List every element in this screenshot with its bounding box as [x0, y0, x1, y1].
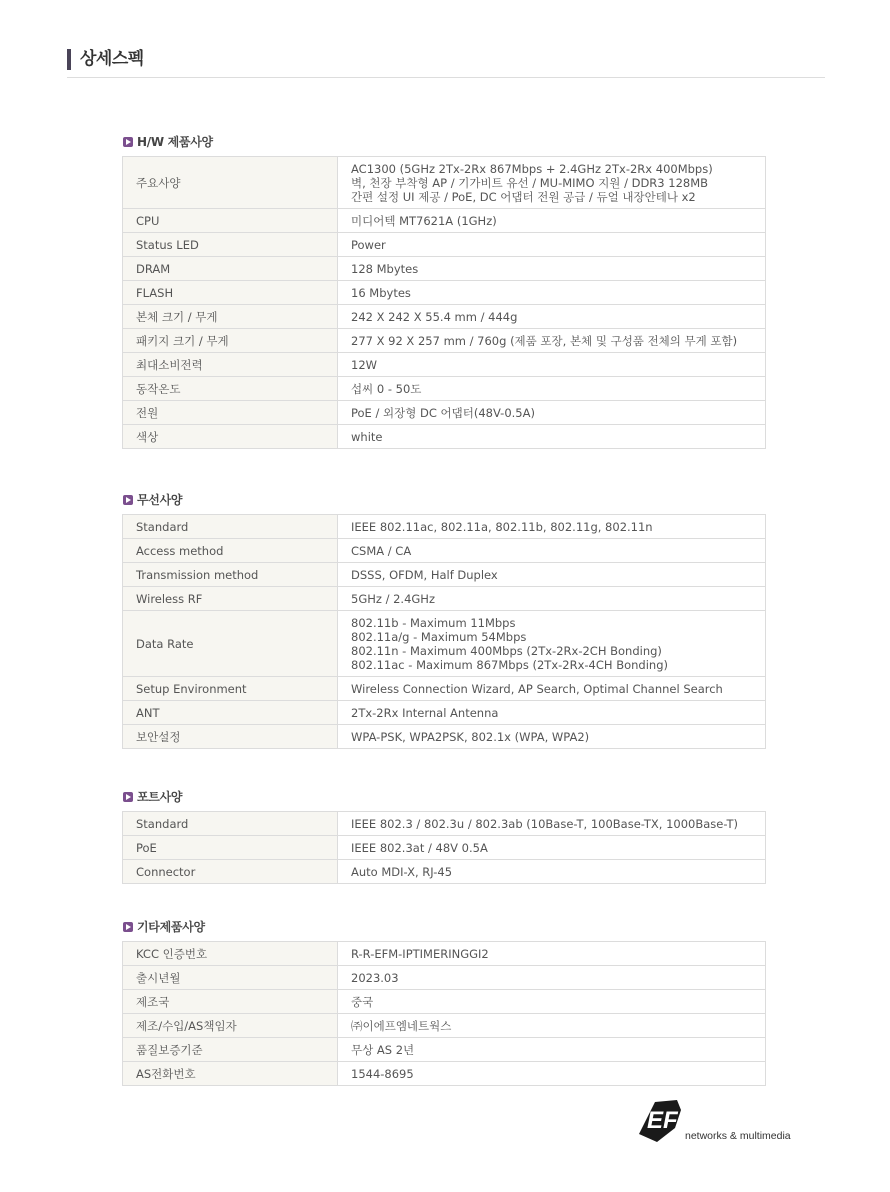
spec-value-line: 섭씨 0 - 50도	[351, 381, 422, 396]
spec-value-line: 2023.03	[351, 970, 399, 985]
spec-value-line: 16 Mbytes	[351, 285, 411, 300]
spec-value-line: 802.11n - Maximum 400Mbps (2Tx-2Rx-2CH Bonding)	[351, 643, 662, 658]
spec-value	[338, 515, 766, 539]
spec-value-line: 128 Mbytes	[351, 261, 419, 276]
spec-value-line: 무상 AS 2년	[351, 1042, 415, 1057]
section-etc	[122, 919, 766, 1086]
spec-key: Access method	[123, 539, 338, 563]
spec-value-line: CSMA / CA	[351, 543, 412, 558]
spec-value	[338, 1038, 766, 1062]
spec-key: 품질보증기준	[123, 1038, 338, 1062]
spec-value-line: Auto MDI-X, RJ-45	[351, 864, 453, 879]
spec-value-line: 간편 설정 UI 제공 / PoE, DC 어댑터 전원 공급 / 듀얼 내장안테나 x2	[351, 189, 696, 204]
logo-tagline: networks & multimedia	[685, 1130, 791, 1142]
spec-value	[338, 836, 766, 860]
spec-value-line: IEEE 802.3 / 802.3u / 802.3ab (10Base-T, 100Base-TX, 1000Base-T)	[351, 816, 738, 831]
title-bar-accent	[67, 49, 71, 70]
section-title	[122, 492, 766, 512]
spec-row	[123, 539, 766, 563]
spec-key: AS전화번호	[123, 1062, 338, 1086]
efm-logo	[637, 1098, 812, 1146]
spec-value	[338, 563, 766, 587]
spec-key: Standard	[123, 812, 338, 836]
spec-value	[338, 539, 766, 563]
spec-value	[338, 611, 766, 677]
spec-key: Setup Environment	[123, 677, 338, 701]
spec-table	[122, 156, 766, 449]
spec-value-line: 277 X 92 X 257 mm / 760g (제품 포장, 본체 및 구성품 전체의 무게 포함)	[351, 333, 738, 348]
spec-value	[338, 587, 766, 611]
spec-value	[338, 401, 766, 425]
spec-value	[338, 305, 766, 329]
spec-value-line: 802.11ac - Maximum 867Mbps (2Tx-2Rx-4CH Bonding)	[351, 657, 668, 672]
spec-row	[123, 209, 766, 233]
spec-row	[123, 329, 766, 353]
spec-key: 보안설정	[123, 725, 338, 749]
spec-value-line: R-R-EFM-IPTIMERINGGI2	[351, 946, 489, 961]
spec-row	[123, 860, 766, 884]
spec-value-line: AC1300 (5GHz 2Tx-2Rx 867Mbps + 2.4GHz 2Tx-2Rx 400Mbps)	[351, 161, 713, 176]
spec-key: Wireless RF	[123, 587, 338, 611]
spec-table	[122, 811, 766, 884]
spec-value-line: IEEE 802.11ac, 802.11a, 802.11b, 802.11g, 802.11n	[351, 519, 653, 534]
spec-value	[338, 860, 766, 884]
spec-value-line: Power	[351, 237, 386, 252]
spec-value	[338, 1062, 766, 1086]
spec-key: 동작온도	[123, 377, 338, 401]
section-port	[122, 789, 766, 884]
logo-text: EFM	[647, 1107, 698, 1134]
spec-row	[123, 425, 766, 449]
spec-row	[123, 353, 766, 377]
spec-value-line: 2Tx-2Rx Internal Antenna	[351, 705, 499, 720]
spec-value	[338, 990, 766, 1014]
spec-row	[123, 401, 766, 425]
play-bullet-icon	[123, 495, 133, 505]
spec-value	[338, 377, 766, 401]
spec-key: 최대소비전력	[123, 353, 338, 377]
spec-table	[122, 941, 766, 1086]
spec-key: Standard	[123, 515, 338, 539]
page-header	[67, 48, 825, 78]
spec-key: 본체 크기 / 무게	[123, 305, 338, 329]
spec-value-line: white	[351, 429, 383, 444]
section-title-label: 기타제품사양	[137, 920, 205, 934]
spec-value-line: ㈜이에프엠네트웍스	[351, 1018, 452, 1033]
spec-value	[338, 257, 766, 281]
spec-key: PoE	[123, 836, 338, 860]
section-title-label: H/W 제품사양	[137, 135, 213, 149]
section-title	[122, 789, 766, 809]
spec-key: 제조/수입/AS책임자	[123, 1014, 338, 1038]
spec-value	[338, 812, 766, 836]
spec-value-line: 중국	[351, 994, 374, 1009]
spec-value	[338, 209, 766, 233]
spec-row	[123, 701, 766, 725]
spec-row	[123, 836, 766, 860]
spec-row	[123, 515, 766, 539]
spec-value-line: PoE / 외장형 DC 어댑터(48V-0.5A)	[351, 405, 535, 420]
spec-row	[123, 1062, 766, 1086]
spec-key: Data Rate	[123, 611, 338, 677]
section-hw	[122, 134, 766, 449]
spec-value	[338, 942, 766, 966]
spec-row	[123, 587, 766, 611]
spec-key: CPU	[123, 209, 338, 233]
spec-row	[123, 233, 766, 257]
spec-key: DRAM	[123, 257, 338, 281]
spec-row	[123, 942, 766, 966]
play-bullet-icon	[123, 137, 133, 147]
spec-row	[123, 563, 766, 587]
spec-row	[123, 157, 766, 209]
spec-key: 패키지 크기 / 무게	[123, 329, 338, 353]
spec-value-line: Wireless Connection Wizard, AP Search, Optimal Channel Search	[351, 681, 723, 696]
spec-value	[338, 353, 766, 377]
spec-row	[123, 257, 766, 281]
spec-value	[338, 677, 766, 701]
spec-value-line: 5GHz / 2.4GHz	[351, 591, 435, 606]
spec-key: 출시년월	[123, 966, 338, 990]
spec-value-line: IEEE 802.3at / 48V 0.5A	[351, 840, 488, 855]
spec-row	[123, 1014, 766, 1038]
spec-row	[123, 990, 766, 1014]
spec-value-line: 802.11a/g - Maximum 54Mbps	[351, 629, 527, 644]
spec-value	[338, 1014, 766, 1038]
section-title-label: 무선사양	[137, 493, 183, 507]
spec-row	[123, 377, 766, 401]
spec-value	[338, 281, 766, 305]
spec-value-line: 802.11b - Maximum 11Mbps	[351, 615, 516, 630]
spec-key: FLASH	[123, 281, 338, 305]
spec-key: 전원	[123, 401, 338, 425]
spec-key: Status LED	[123, 233, 338, 257]
spec-value	[338, 329, 766, 353]
section-title	[122, 919, 766, 939]
spec-row	[123, 1038, 766, 1062]
section-wireless	[122, 492, 766, 749]
spec-key: 주요사양	[123, 157, 338, 209]
spec-value	[338, 157, 766, 209]
spec-row	[123, 677, 766, 701]
spec-value-line: WPA-PSK, WPA2PSK, 802.1x (WPA, WPA2)	[351, 729, 590, 744]
play-bullet-icon	[123, 792, 133, 802]
spec-value	[338, 725, 766, 749]
spec-row	[123, 281, 766, 305]
spec-key: KCC 인증번호	[123, 942, 338, 966]
play-bullet-icon	[123, 922, 133, 932]
spec-row	[123, 725, 766, 749]
spec-row	[123, 305, 766, 329]
section-title-label: 포트사양	[137, 790, 183, 804]
spec-value-line: DSSS, OFDM, Half Duplex	[351, 567, 498, 582]
section-title	[122, 134, 766, 154]
spec-row	[123, 812, 766, 836]
spec-row	[123, 966, 766, 990]
spec-value-line: 1544-8695	[351, 1066, 414, 1081]
spec-value-line: 벽, 천장 부착형 AP / 기가비트 유선 / MU-MIMO 지원 / DDR3 128MB	[351, 175, 709, 190]
spec-key: 색상	[123, 425, 338, 449]
spec-value-line: 242 X 242 X 55.4 mm / 444g	[351, 309, 518, 324]
spec-value	[338, 966, 766, 990]
spec-value	[338, 233, 766, 257]
page-title: 상세스펙	[80, 49, 144, 69]
spec-value-line: 미디어텍 MT7621A (1GHz)	[351, 213, 497, 228]
spec-value-line: 12W	[351, 357, 378, 372]
spec-key: ANT	[123, 701, 338, 725]
spec-table	[122, 514, 766, 749]
spec-value	[338, 701, 766, 725]
spec-key: Connector	[123, 860, 338, 884]
spec-row	[123, 611, 766, 677]
spec-key: Transmission method	[123, 563, 338, 587]
spec-key: 제조국	[123, 990, 338, 1014]
spec-value	[338, 425, 766, 449]
